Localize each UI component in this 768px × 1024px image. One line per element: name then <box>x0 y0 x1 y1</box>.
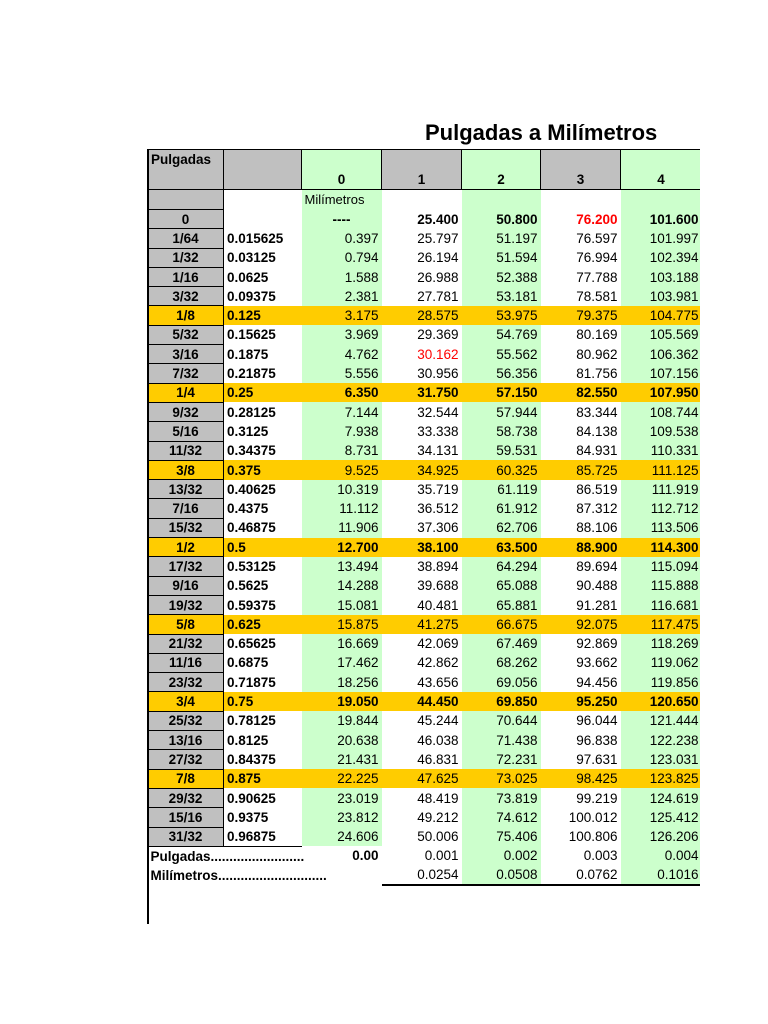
mm-cell: 73.819 <box>462 788 541 807</box>
mm-cell: 23.019 <box>302 788 382 807</box>
decimal-cell: 0.53125 <box>224 557 302 576</box>
fraction-cell: 31/32 <box>148 827 224 846</box>
mm-cell: 36.512 <box>382 499 462 518</box>
fraction-cell: 7/32 <box>148 364 224 383</box>
mm-cell: 87.312 <box>541 499 621 518</box>
mm-cell: 52.388 <box>462 267 541 286</box>
mm-cell: 83.344 <box>541 402 621 421</box>
header-col-4: 4 <box>621 150 701 190</box>
footer-milimetros-value: 0.0762 <box>541 866 621 885</box>
mm-cell: 12.700 <box>302 538 382 557</box>
mm-cell: 32.544 <box>382 402 462 421</box>
header-pulgadas: Pulgadas <box>148 150 224 190</box>
mm-cell: 34.131 <box>382 441 462 460</box>
decimal-cell: 0.1875 <box>224 345 302 364</box>
mm-cell: 92.075 <box>541 615 621 634</box>
decimal-cell: 0.46875 <box>224 518 302 537</box>
mm-cell: 8.731 <box>302 441 382 460</box>
mm-cell: 76.200 <box>541 210 621 229</box>
mm-cell: 53.975 <box>462 306 541 325</box>
mm-cell: 35.719 <box>382 480 462 499</box>
mm-cell: 122.238 <box>621 731 701 750</box>
mm-cell: 29.369 <box>382 325 462 344</box>
table-row <box>148 673 701 692</box>
decimal-cell: 0.34375 <box>224 441 302 460</box>
decimal-cell: 0.5625 <box>224 576 302 595</box>
table-row <box>148 402 701 421</box>
fraction-cell: 13/16 <box>148 731 224 750</box>
table-row <box>148 325 701 344</box>
footer-pulgadas-value: 0.004 <box>621 846 701 865</box>
mm-cell: 76.597 <box>541 229 621 248</box>
mm-cell: 123.825 <box>621 769 701 788</box>
fraction-cell: 3/8 <box>148 460 224 479</box>
table-row <box>148 576 701 595</box>
mm-cell: 114.300 <box>621 538 701 557</box>
mm-cell: 92.869 <box>541 634 621 653</box>
table-row <box>148 441 701 460</box>
mm-cell: 46.038 <box>382 731 462 750</box>
decimal-cell: 0.625 <box>224 615 302 634</box>
mm-cell: 65.881 <box>462 595 541 614</box>
mm-cell: 3.175 <box>302 306 382 325</box>
mm-cell: 59.531 <box>462 441 541 460</box>
mm-cell: 51.197 <box>462 229 541 248</box>
mm-cell: 54.769 <box>462 325 541 344</box>
mm-cell: 0.397 <box>302 229 382 248</box>
table-row <box>148 518 701 537</box>
fraction-cell: 7/16 <box>148 499 224 518</box>
decimal-cell: 0.5 <box>224 538 302 557</box>
mm-cell: 126.206 <box>621 827 701 846</box>
mm-cell: 41.275 <box>382 615 462 634</box>
decimal-cell: 0.21875 <box>224 364 302 383</box>
header-col-3: 3 <box>541 150 621 190</box>
mm-cell: 84.138 <box>541 422 621 441</box>
mm-cell: 88.900 <box>541 538 621 557</box>
mm-cell: 115.888 <box>621 576 701 595</box>
decimal-cell: 0.4375 <box>224 499 302 518</box>
mm-cell: 61.119 <box>462 480 541 499</box>
fraction-cell: 19/32 <box>148 595 224 614</box>
mm-cell: 19.050 <box>302 692 382 711</box>
table-row <box>148 210 701 229</box>
mm-cell: 78.581 <box>541 287 621 306</box>
subheader-row <box>148 190 701 210</box>
mm-cell: 46.831 <box>382 750 462 769</box>
fraction-cell: 1/64 <box>148 229 224 248</box>
mm-cell: 112.712 <box>621 499 701 518</box>
decimal-cell: 0.65625 <box>224 634 302 653</box>
mm-cell: 107.950 <box>621 383 701 402</box>
mm-cell: 45.244 <box>382 711 462 730</box>
mm-cell: 7.144 <box>302 402 382 421</box>
mm-cell: 43.656 <box>382 673 462 692</box>
subheader-cell <box>621 190 701 210</box>
mm-cell: 62.706 <box>462 518 541 537</box>
mm-cell: 105.569 <box>621 325 701 344</box>
mm-cell: 101.997 <box>621 229 701 248</box>
fraction-cell: 15/32 <box>148 518 224 537</box>
page-subtitle: Pulgadas a Milímetros <box>425 120 658 145</box>
mm-cell: 63.500 <box>462 538 541 557</box>
footer-pulgadas-row <box>148 846 701 865</box>
mm-cell: 61.912 <box>462 499 541 518</box>
mm-cell: 28.575 <box>382 306 462 325</box>
mm-cell: 69.056 <box>462 673 541 692</box>
mm-cell: 108.744 <box>621 402 701 421</box>
table-row <box>148 827 701 846</box>
mm-cell: 27.781 <box>382 287 462 306</box>
decimal-cell: 0.71875 <box>224 673 302 692</box>
mm-cell: 79.375 <box>541 306 621 325</box>
decimal-cell: 0.9375 <box>224 808 302 827</box>
fraction-cell: 11/32 <box>148 441 224 460</box>
fraction-cell: 17/32 <box>148 557 224 576</box>
mm-cell: 4.762 <box>302 345 382 364</box>
mm-cell: 60.325 <box>462 460 541 479</box>
mm-cell: 13.494 <box>302 557 382 576</box>
mm-cell: 115.094 <box>621 557 701 576</box>
mm-cell: 102.394 <box>621 248 701 267</box>
table-row <box>148 345 701 364</box>
fraction-cell: 21/32 <box>148 634 224 653</box>
mm-cell: 89.694 <box>541 557 621 576</box>
mm-cell: 111.919 <box>621 480 701 499</box>
footer-pulgadas-label: Pulgadas......................... <box>148 846 302 865</box>
decimal-cell: 0.90625 <box>224 788 302 807</box>
mm-cell: 68.262 <box>462 653 541 672</box>
table-row <box>148 248 701 267</box>
fraction-cell: 1/16 <box>148 267 224 286</box>
footer-milimetros-label: Milímetros............................. <box>148 866 382 885</box>
fraction-cell: 15/16 <box>148 808 224 827</box>
mm-cell: 2.381 <box>302 287 382 306</box>
mm-cell: 3.969 <box>302 325 382 344</box>
mm-cell: 15.875 <box>302 615 382 634</box>
mm-cell: 81.756 <box>541 364 621 383</box>
mm-cell: 65.088 <box>462 576 541 595</box>
fraction-cell: 13/32 <box>148 480 224 499</box>
mm-cell: 50.800 <box>462 210 541 229</box>
table-row <box>148 480 701 499</box>
mm-cell: 80.962 <box>541 345 621 364</box>
table-row <box>148 769 701 788</box>
table-row <box>148 634 701 653</box>
mm-cell: 76.994 <box>541 248 621 267</box>
mm-cell: 93.662 <box>541 653 621 672</box>
subheader-cell <box>541 190 621 210</box>
table-row <box>148 287 701 306</box>
subheader-blank <box>148 190 224 210</box>
decimal-cell: 0.3125 <box>224 422 302 441</box>
footer-milimetros-value: 0.0508 <box>462 866 541 885</box>
mm-cell: 15.081 <box>302 595 382 614</box>
mm-cell: 106.362 <box>621 345 701 364</box>
footer-milimetros-row <box>148 866 701 885</box>
mm-cell: 18.256 <box>302 673 382 692</box>
mm-cell: 37.306 <box>382 518 462 537</box>
mm-cell: 47.625 <box>382 769 462 788</box>
mm-cell: 0.794 <box>302 248 382 267</box>
mm-cell: 111.125 <box>621 460 701 479</box>
mm-cell: 110.331 <box>621 441 701 460</box>
mm-cell: 42.069 <box>382 634 462 653</box>
mm-cell: 26.988 <box>382 267 462 286</box>
fraction-cell: 27/32 <box>148 750 224 769</box>
decimal-cell: 0.015625 <box>224 229 302 248</box>
header-blank <box>224 150 302 190</box>
header-row <box>148 150 701 190</box>
decimal-cell: 0.09375 <box>224 287 302 306</box>
mm-cell: 21.431 <box>302 750 382 769</box>
mm-cell: 71.438 <box>462 731 541 750</box>
mm-cell: 26.194 <box>382 248 462 267</box>
mm-cell: 50.006 <box>382 827 462 846</box>
decimal-cell: 0.59375 <box>224 595 302 614</box>
mm-cell: 1.588 <box>302 267 382 286</box>
mm-cell: 117.475 <box>621 615 701 634</box>
mm-cell: 66.675 <box>462 615 541 634</box>
fraction-cell: 23/32 <box>148 673 224 692</box>
header-col-0: 0 <box>302 150 382 190</box>
mm-cell: 30.162 <box>382 345 462 364</box>
mm-cell: 96.044 <box>541 711 621 730</box>
fraction-cell: 29/32 <box>148 788 224 807</box>
mm-cell: 16.669 <box>302 634 382 653</box>
mm-cell: 82.550 <box>541 383 621 402</box>
fraction-cell: 3/4 <box>148 692 224 711</box>
mm-cell: 98.425 <box>541 769 621 788</box>
mm-cell: 116.681 <box>621 595 701 614</box>
subheader-cell <box>462 190 541 210</box>
fraction-cell: 9/16 <box>148 576 224 595</box>
fraction-cell: 25/32 <box>148 711 224 730</box>
subheader-dec-blank <box>224 190 302 210</box>
mm-cell: 33.338 <box>382 422 462 441</box>
mm-cell: 38.100 <box>382 538 462 557</box>
decimal-cell: 0.25 <box>224 383 302 402</box>
mm-cell: 48.419 <box>382 788 462 807</box>
footer-pulgadas-value: 0.001 <box>382 846 462 865</box>
subheader-cell <box>382 190 462 210</box>
mm-cell: 23.812 <box>302 808 382 827</box>
mm-cell: 56.356 <box>462 364 541 383</box>
mm-cell: 73.025 <box>462 769 541 788</box>
decimal-cell: 0.125 <box>224 306 302 325</box>
table-row <box>148 364 701 383</box>
header-col-1: 1 <box>382 150 462 190</box>
decimal-cell: 0.6875 <box>224 653 302 672</box>
table-row <box>148 692 701 711</box>
conversion-table <box>147 149 700 886</box>
mm-cell: 5.556 <box>302 364 382 383</box>
mm-cell: 7.938 <box>302 422 382 441</box>
mm-cell: 99.219 <box>541 788 621 807</box>
fraction-cell: 1/8 <box>148 306 224 325</box>
table-row <box>148 750 701 769</box>
mm-cell: 109.538 <box>621 422 701 441</box>
decimal-cell: 0.75 <box>224 692 302 711</box>
table-row <box>148 615 701 634</box>
subheader-milimetros: Milímetros <box>302 190 382 210</box>
mm-cell: 17.462 <box>302 653 382 672</box>
mm-cell: 20.638 <box>302 731 382 750</box>
table-row <box>148 306 701 325</box>
mm-cell: 101.600 <box>621 210 701 229</box>
fraction-cell: 7/8 <box>148 769 224 788</box>
fraction-cell: 9/32 <box>148 402 224 421</box>
table-row <box>148 595 701 614</box>
mm-cell: 118.269 <box>621 634 701 653</box>
mm-cell: 70.644 <box>462 711 541 730</box>
mm-cell: 86.519 <box>541 480 621 499</box>
table-row <box>148 229 701 248</box>
mm-cell: 67.469 <box>462 634 541 653</box>
decimal-cell: 0.96875 <box>224 827 302 846</box>
mm-cell: 100.806 <box>541 827 621 846</box>
mm-cell: 53.181 <box>462 287 541 306</box>
mm-cell: 9.525 <box>302 460 382 479</box>
table-row <box>148 383 701 402</box>
fraction-cell: 1/4 <box>148 383 224 402</box>
mm-cell: 64.294 <box>462 557 541 576</box>
mm-cell: 125.412 <box>621 808 701 827</box>
mm-cell: 30.956 <box>382 364 462 383</box>
decimal-cell <box>224 210 302 229</box>
mm-cell: 88.106 <box>541 518 621 537</box>
decimal-cell: 0.8125 <box>224 731 302 750</box>
decimal-cell: 0.375 <box>224 460 302 479</box>
fraction-cell: 11/16 <box>148 653 224 672</box>
decimal-cell: 0.78125 <box>224 711 302 730</box>
mm-cell: 38.894 <box>382 557 462 576</box>
mm-cell: 96.838 <box>541 731 621 750</box>
mm-cell: 104.775 <box>621 306 701 325</box>
mm-cell: 69.850 <box>462 692 541 711</box>
mm-cell: 39.688 <box>382 576 462 595</box>
mm-cell: 42.862 <box>382 653 462 672</box>
table-row <box>148 267 701 286</box>
fraction-cell: 5/8 <box>148 615 224 634</box>
mm-cell: 19.844 <box>302 711 382 730</box>
table-row <box>148 499 701 518</box>
mm-cell: 90.488 <box>541 576 621 595</box>
mm-cell: 14.288 <box>302 576 382 595</box>
mm-cell: 58.738 <box>462 422 541 441</box>
table-left-border <box>147 149 149 924</box>
mm-cell: 120.650 <box>621 692 701 711</box>
table-row <box>148 731 701 750</box>
mm-cell: 119.062 <box>621 653 701 672</box>
table-row <box>148 711 701 730</box>
mm-cell: 97.631 <box>541 750 621 769</box>
mm-cell: 84.931 <box>541 441 621 460</box>
table-row <box>148 653 701 672</box>
decimal-cell: 0.28125 <box>224 402 302 421</box>
decimal-cell: 0.03125 <box>224 248 302 267</box>
mm-cell: 123.031 <box>621 750 701 769</box>
mm-cell: 31.750 <box>382 383 462 402</box>
mm-cell: 95.250 <box>541 692 621 711</box>
mm-cell: 85.725 <box>541 460 621 479</box>
mm-cell: 11.112 <box>302 499 382 518</box>
decimal-cell: 0.0625 <box>224 267 302 286</box>
mm-cell: 103.981 <box>621 287 701 306</box>
fraction-cell: 3/32 <box>148 287 224 306</box>
mm-cell: 25.797 <box>382 229 462 248</box>
footer-pulgadas-value: 0.00 <box>302 846 382 865</box>
mm-cell: 75.406 <box>462 827 541 846</box>
mm-cell: 51.594 <box>462 248 541 267</box>
fraction-cell: 1/2 <box>148 538 224 557</box>
mm-cell: 44.450 <box>382 692 462 711</box>
mm-cell: 121.444 <box>621 711 701 730</box>
fraction-cell: 0 <box>148 210 224 229</box>
mm-cell: 11.906 <box>302 518 382 537</box>
table-row <box>148 460 701 479</box>
footer-milimetros-value: 0.1016 <box>621 866 701 885</box>
mm-cell: 124.619 <box>621 788 701 807</box>
mm-cell: 49.212 <box>382 808 462 827</box>
mm-cell: 55.562 <box>462 345 541 364</box>
mm-cell: 25.400 <box>382 210 462 229</box>
fraction-cell: 5/16 <box>148 422 224 441</box>
table-row <box>148 422 701 441</box>
mm-cell: 24.606 <box>302 827 382 846</box>
mm-cell: 22.225 <box>302 769 382 788</box>
fraction-cell: 1/32 <box>148 248 224 267</box>
mm-cell: 107.156 <box>621 364 701 383</box>
conversion-table-wrapper <box>147 149 700 886</box>
mm-cell: ---- <box>302 210 382 229</box>
fraction-cell: 3/16 <box>148 345 224 364</box>
decimal-cell: 0.875 <box>224 769 302 788</box>
mm-cell: 6.350 <box>302 383 382 402</box>
mm-cell: 91.281 <box>541 595 621 614</box>
mm-cell: 72.231 <box>462 750 541 769</box>
mm-cell: 57.150 <box>462 383 541 402</box>
mm-cell: 103.188 <box>621 267 701 286</box>
table-row <box>148 808 701 827</box>
mm-cell: 57.944 <box>462 402 541 421</box>
table-row <box>148 788 701 807</box>
footer-pulgadas-value: 0.003 <box>541 846 621 865</box>
decimal-cell: 0.84375 <box>224 750 302 769</box>
decimal-cell: 0.40625 <box>224 480 302 499</box>
footer-milimetros-value: 0.0254 <box>382 866 462 885</box>
mm-cell: 94.456 <box>541 673 621 692</box>
table-row <box>148 557 701 576</box>
mm-cell: 77.788 <box>541 267 621 286</box>
mm-cell: 119.856 <box>621 673 701 692</box>
fraction-cell: 5/32 <box>148 325 224 344</box>
table-row <box>148 538 701 557</box>
mm-cell: 10.319 <box>302 480 382 499</box>
mm-cell: 80.169 <box>541 325 621 344</box>
footer-pulgadas-value: 0.002 <box>462 846 541 865</box>
mm-cell: 113.506 <box>621 518 701 537</box>
mm-cell: 100.012 <box>541 808 621 827</box>
mm-cell: 40.481 <box>382 595 462 614</box>
mm-cell: 74.612 <box>462 808 541 827</box>
decimal-cell: 0.15625 <box>224 325 302 344</box>
header-col-2: 2 <box>462 150 541 190</box>
mm-cell: 34.925 <box>382 460 462 479</box>
